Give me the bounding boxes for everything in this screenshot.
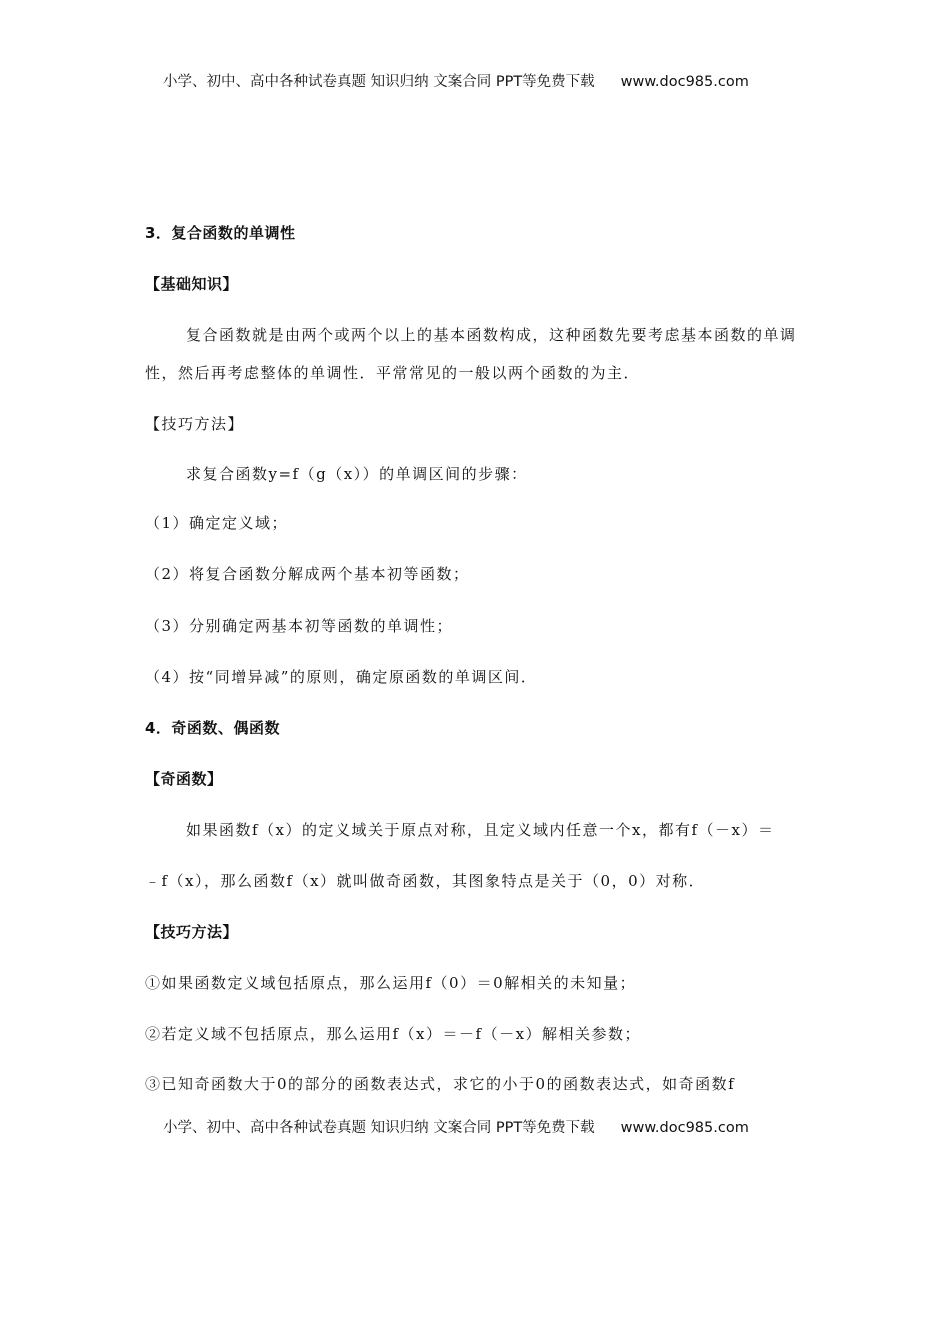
- page-header: [163, 70, 749, 91]
- subheading: 【奇函数】: [145, 770, 223, 788]
- paragraph-line: 复合函数就是由两个或两个以上的基本函数构成，这种函数先要考虑基本函数的单调: [186, 326, 797, 344]
- list-item: ①如果函数定义域包括原点，那么运用f（0）＝0解相关的未知量；: [145, 974, 637, 992]
- section-heading: 4．奇函数、偶函数: [145, 719, 280, 737]
- footer-text: 小学、初中、高中各种试卷真题 知识归纳 文案合同 PPT等免费下载: [163, 1120, 595, 1136]
- list-item: （3）分别确定两基本初等函数的单调性；: [145, 617, 454, 635]
- list-item: （4）按“同增异减”的原则，确定原函数的单调区间．: [145, 668, 538, 686]
- list-item: ③已知奇函数大于0的部分的函数表达式，求它的小于0的函数表达式，如奇函数f: [145, 1075, 736, 1093]
- subheading: 【技巧方法】: [145, 415, 245, 433]
- footer-url: www.doc985.com: [620, 1120, 749, 1136]
- header-text: 小学、初中、高中各种试卷真题 知识归纳 文案合同 PPT等免费下载: [163, 74, 595, 90]
- paragraph-line: 性，然后再考虑整体的单调性．平常常见的一般以两个函数的为主．: [145, 364, 641, 382]
- paragraph-line: 如果函数f（x）的定义域关于原点对称，且定义域内任意一个x，都有f（－x）＝: [186, 821, 775, 839]
- list-item: （2）将复合函数分解成两个基本初等函数；: [145, 565, 470, 583]
- paragraph-line: 求复合函数y=f（g（x））的单调区间的步骤：: [186, 465, 528, 483]
- list-item: （1）确定定义域；: [145, 514, 289, 532]
- header-url: www.doc985.com: [620, 74, 749, 90]
- paragraph-line: ﹣f（x），那么函数f（x）就叫做奇函数，其图象特点是关于（0，0）对称．: [145, 872, 706, 890]
- list-item: ②若定义域不包括原点，那么运用f（x）＝－f（－x）解相关参数；: [145, 1025, 642, 1043]
- section-heading: 3．复合函数的单调性: [145, 224, 296, 242]
- subheading: 【基础知识】: [145, 275, 239, 293]
- page-footer: [163, 1116, 749, 1137]
- subheading: 【技巧方法】: [145, 923, 239, 941]
